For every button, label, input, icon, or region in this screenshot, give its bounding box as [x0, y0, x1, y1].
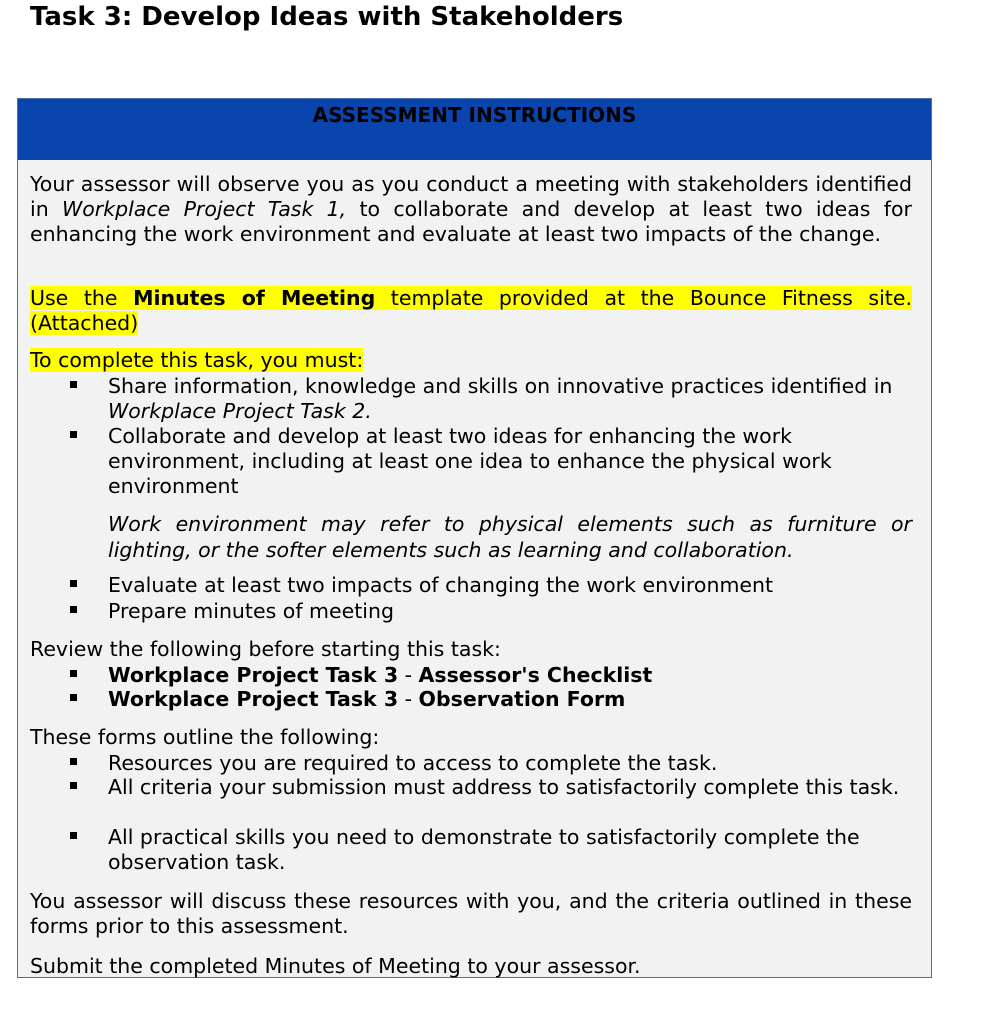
must-item-2-text: Collaborate and develop at least two ideas for enhancing the work environment, including at least one idea to enhance the physical work environment: [108, 424, 832, 498]
must-item-1-reference: Workplace Project Task 2.: [108, 399, 372, 423]
must-item-2: [108, 424, 913, 499]
review-item-1-task: Workplace Project Task 3: [108, 663, 399, 687]
review-item-1-separator: -: [398, 663, 419, 687]
must-item-3: [108, 573, 913, 598]
work-environment-note: Work environment may refer to physical elements such as furniture or lighting, or the softer elements such as learning and collaboration.: [108, 512, 912, 562]
bullet-marker: [70, 758, 77, 765]
submit-paragraph: Submit the completed Minutes of Meeting to your assessor.: [30, 954, 641, 978]
must-heading-highlight: To complete this task, you must:: [30, 348, 364, 372]
intro-text-after: to collaborate and develop at least two ideas for enhancing the work environment and evaluate at least two impacts of the change.: [30, 197, 912, 246]
review-item-observation: [108, 687, 913, 712]
must-heading: [30, 348, 912, 373]
forms-item-2-text: All criteria your submission must address to satisfactorily complete this task.: [108, 775, 900, 799]
bullet-marker: [70, 832, 77, 839]
template-note-before: Use the: [30, 286, 134, 310]
template-note-highlight: [30, 286, 912, 335]
forms-item-1-text: Resources you are required to access to complete the task.: [108, 751, 718, 775]
forms-item-2: [108, 775, 913, 800]
bullet-marker: [70, 606, 77, 613]
bullet-marker: [70, 782, 77, 789]
review-item-2-task: Workplace Project Task 3: [108, 687, 399, 711]
template-note: [30, 286, 912, 336]
must-item-3-text: Evaluate at least two impacts of changing the work environment: [108, 573, 774, 597]
must-item-4-text: Prepare minutes of meeting: [108, 599, 394, 623]
discuss-paragraph: You assessor will discuss these resources with you, and the criteria outlined in these forms prior to this assessment.: [30, 889, 912, 938]
forms-item-3-text: All practical skills you need to demonstrate to satisfactorily complete the observation task.: [108, 825, 860, 874]
forms-item-3: [108, 825, 913, 875]
intro-text-before: Your assessor will observe you as you conduct a meeting with stakeholders identified in: [30, 172, 912, 221]
bullet-marker: [70, 670, 77, 677]
must-item-1-text: Share information, knowledge and skills on innovative practices identified in: [108, 374, 893, 398]
template-note-after: template provided at the Bounce Fitness site. (Attached): [30, 286, 912, 335]
intro-paragraph: [30, 172, 912, 247]
review-item-2-form: Observation Form: [418, 687, 626, 711]
forms-item-1: [108, 751, 913, 776]
review-item-2-separator: -: [398, 687, 419, 711]
must-item-1: [108, 374, 913, 424]
bullet-marker: [70, 381, 77, 388]
assessment-instructions-header: ASSESSMENT INSTRUCTIONS: [18, 99, 931, 160]
minutes-of-meeting-label: Minutes of Meeting: [133, 286, 376, 310]
page-title: Task 3: Develop Ideas with Stakeholders: [30, 2, 624, 32]
intro-task-reference: Workplace Project Task 1,: [62, 197, 347, 221]
bullet-marker: [70, 580, 77, 587]
bullet-marker: [70, 694, 77, 701]
review-item-1-form: Assessor's Checklist: [418, 663, 653, 687]
forms-heading: These forms outline the following:: [30, 725, 380, 749]
must-item-4: [108, 599, 913, 624]
assessment-instructions-box: [17, 98, 932, 978]
review-heading: Review the following before starting this task:: [30, 637, 501, 661]
bullet-marker: [70, 431, 77, 438]
review-item-checklist: [108, 663, 913, 688]
